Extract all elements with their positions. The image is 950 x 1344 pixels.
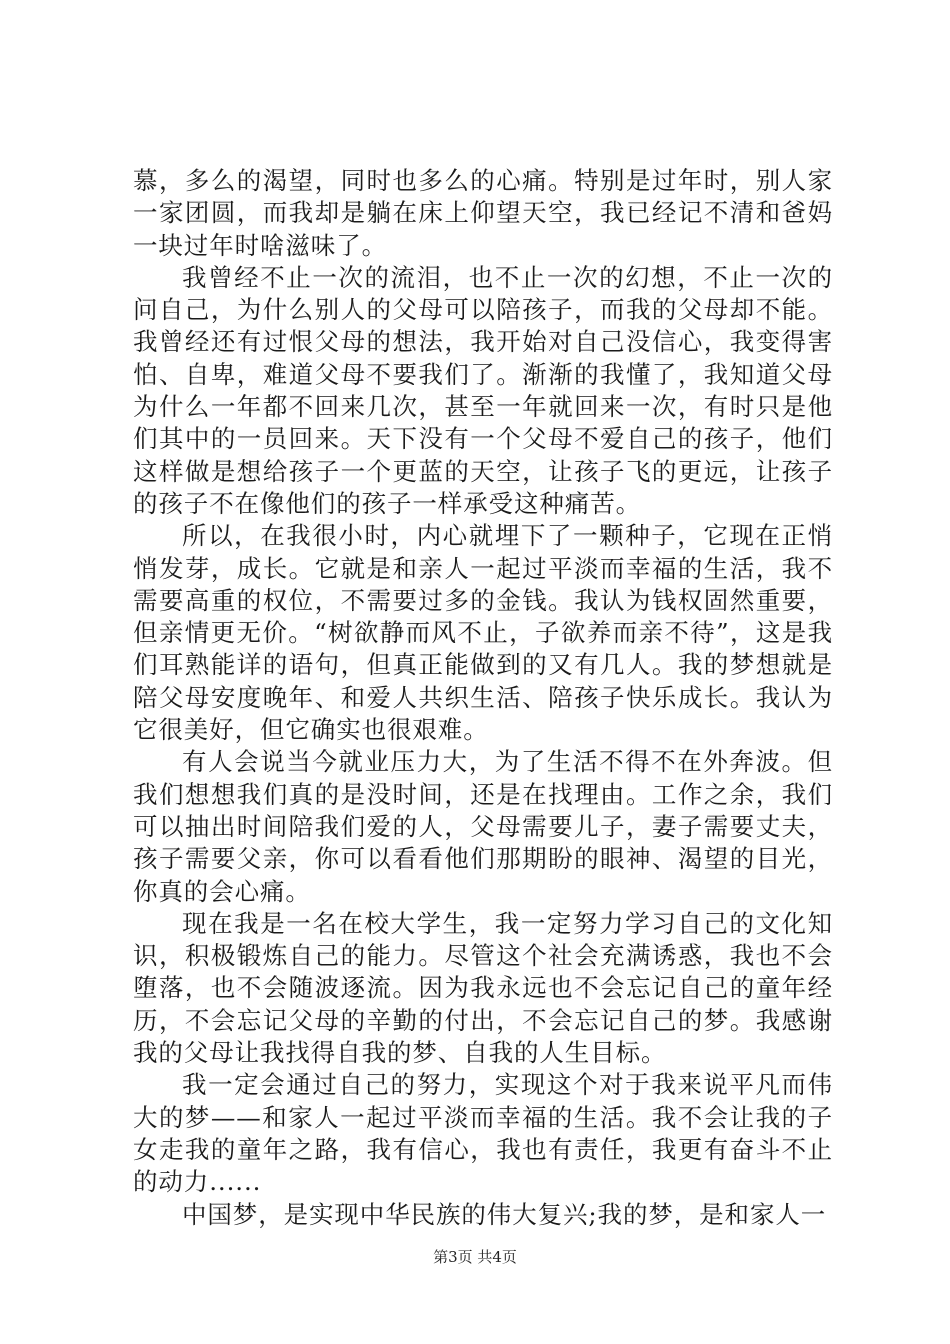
paragraph-2: 我曾经不止一次的流泪，也不止一次的幻想，不止一次的问自己，为什么别人的父母可以陪孩子，而我的父母却不能。我曾经还有过恨父母的想法，我开始对自己没信心，我变得害怕、自卑，难道父母不要我们了。渐渐的我懂了，我知道父母为什么一年都不回来几次，甚至一年就回来一次，有时只是他们其中的一员回来。天下没有一个父母不爱自己的孩子，他们这样做是想给孩子一个更蓝的天空，让孩子飞的更远，让孩子的孩子不在像他们的孩子一样承受这种痛苦。 (133, 262, 833, 518)
document-body (133, 165, 833, 1231)
paragraph-4: 有人会说当今就业压力大，为了生活不得不在外奔波。但我们想想我们真的是没时间，还是在找理由。工作之余，我们可以抽出时间陪我们爱的人，父母需要儿子，妻子需要丈夫，孩子需要父亲，你可以看看他们那期盼的眼神、渴望的目光，你真的会心痛。 (133, 747, 833, 906)
page-number-footer: 第3页 共4页 (433, 1248, 517, 1266)
paragraph-7: 中国梦，是实现中华民族的伟大复兴;我的梦，是和家人一 (182, 1199, 827, 1229)
paragraph-1: 慕，多么的渴望，同时也多么的心痛。特别是过年时，别人家一家团圆，而我却是躺在床上仰望天空，我已经记不清和爸妈一块过年时啥滋味了。 (133, 166, 833, 260)
paragraph-3: 所以，在我很小时，内心就埋下了一颗种子，它现在正悄悄发芽，成长。它就是和亲人一起过平淡而幸福的生活，我不需要高重的权位，不需要过多的金钱。我认为钱权固然重要，但亲情更无价。“树欲静而风不止，子欲养而亲不待”，这是我们耳熟能详的语句，但真正能做到的又有几人。我的梦想就是陪父母安度晚年、和爱人共织生活、陪孩子快乐成长。我认为它很美好，但它确实也很艰难。 (133, 521, 833, 745)
paragraph-5: 现在我是一名在校大学生，我一定努力学习自己的文化知识，积极锻炼自己的能力。尽管这个社会充满诱惑，我也不会堕落，也不会随波逐流。因为我永远也不会忘记自己的童年经历，不会忘记父母的辛勤的付出，不会忘记自己的梦。我感谢我的父母让我找得自我的梦、自我的人生目标。 (133, 908, 833, 1068)
paragraph-6: 我一定会通过自己的努力，实现这个对于我来说平凡而伟大的梦——和家人一起过平淡而幸福的生活。我不会让我的子女走我的童年之路，我有信心，我也有责任，我更有奋斗不止的动力...... (133, 1070, 833, 1197)
